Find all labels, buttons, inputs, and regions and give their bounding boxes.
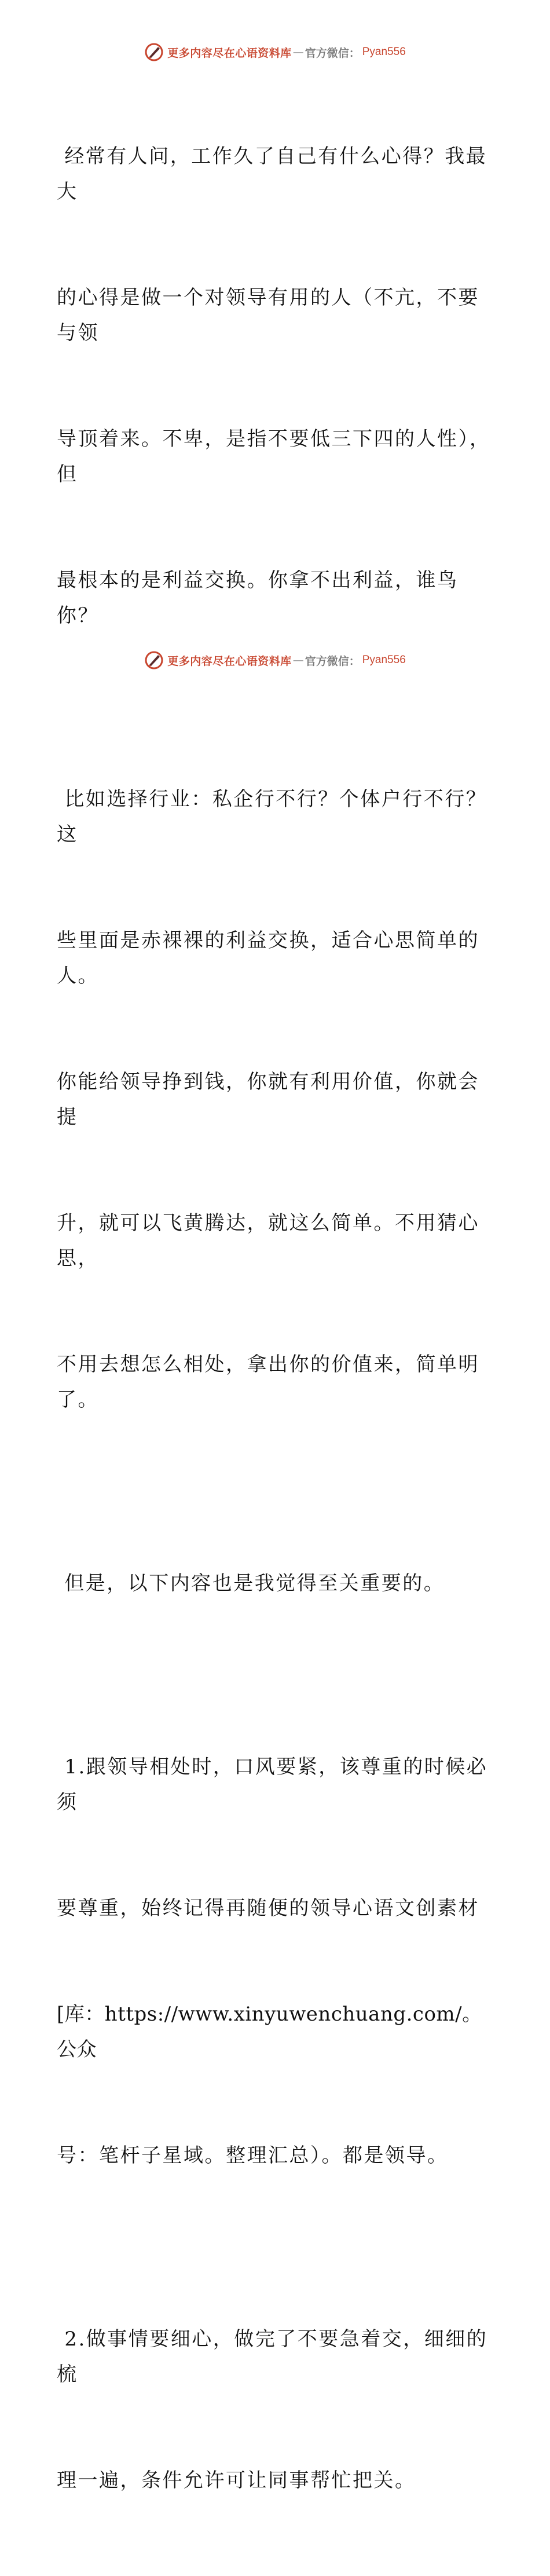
text-line: 但是，以下内容也是我觉得至关重要的。 (57, 1572, 445, 1595)
document-body (57, 68, 497, 2576)
banner-separator: — (292, 46, 304, 58)
text-line: 2.做事情要细心，做完了不要急着交，细细的梳 (57, 2328, 488, 2386)
banner-text: 更多内容尽在心语资料库 (167, 46, 292, 60)
banner-wechat-id: Pyan556 (362, 654, 406, 666)
footer-banner (0, 649, 550, 672)
banner-wechat-label: 官方微信： (305, 654, 360, 668)
banner-text: 更多内容尽在心语资料库 (167, 654, 292, 668)
text-line-with-link: [库：https://www.xinyuwenchuang.com/。公众 (57, 2003, 482, 2061)
text-line: 些里面是赤裸裸的利益交换，适合心思简单的人。 (57, 929, 479, 987)
text-line: 理一遍，条件允许可让同事帮忙把关。 (57, 2469, 416, 2492)
banner-wechat-label: 官方微信： (305, 46, 360, 60)
text-line: 你能给领导挣到钱，你就有利用价值，你就会提 (57, 1070, 479, 1129)
text-line: 要尊重，始终记得再随便的领导心语文创素材 (57, 1897, 479, 1920)
text-line: 不用去想怎么相处，拿出你的价值来，简单明了。 (57, 1353, 479, 1411)
text-line: 最根本的是利益交换。你拿不出利益，谁鸟你？ (57, 569, 459, 627)
paragraph-4 (57, 1679, 497, 2244)
banner-separator: — (292, 654, 304, 667)
text-line: 的心得是做一个对领导有用的人（不亢，不要与领 (57, 286, 479, 345)
text-line: 比如选择行业：私企行不行？个体户行不行？这 (57, 788, 487, 846)
paragraph-1 (57, 68, 497, 704)
paragraph-5 (57, 2251, 497, 2569)
text-line: 导顶着来。不卑，是指不要低三下四的人性），但 (57, 427, 491, 486)
quill-logo-icon (144, 42, 164, 62)
text-line: 经常有人问，工作久了自己有什么心得？我最大 (57, 145, 487, 203)
paragraph-3 (57, 1495, 497, 1672)
text-line: 1.跟领导相处时，口风要紧，该尊重的时候必须 (57, 1755, 488, 1814)
quill-logo-icon (144, 650, 164, 670)
banner-wechat-id: Pyan556 (362, 46, 406, 58)
header-banner (0, 41, 550, 64)
paragraph-2 (57, 711, 497, 1488)
text-line: 升，就可以飞黄腾达，就这么简单。不用猜心思， (57, 1212, 479, 1270)
text-line: 号：笔杆子星域。整理汇总）。都是领导。 (57, 2144, 449, 2167)
